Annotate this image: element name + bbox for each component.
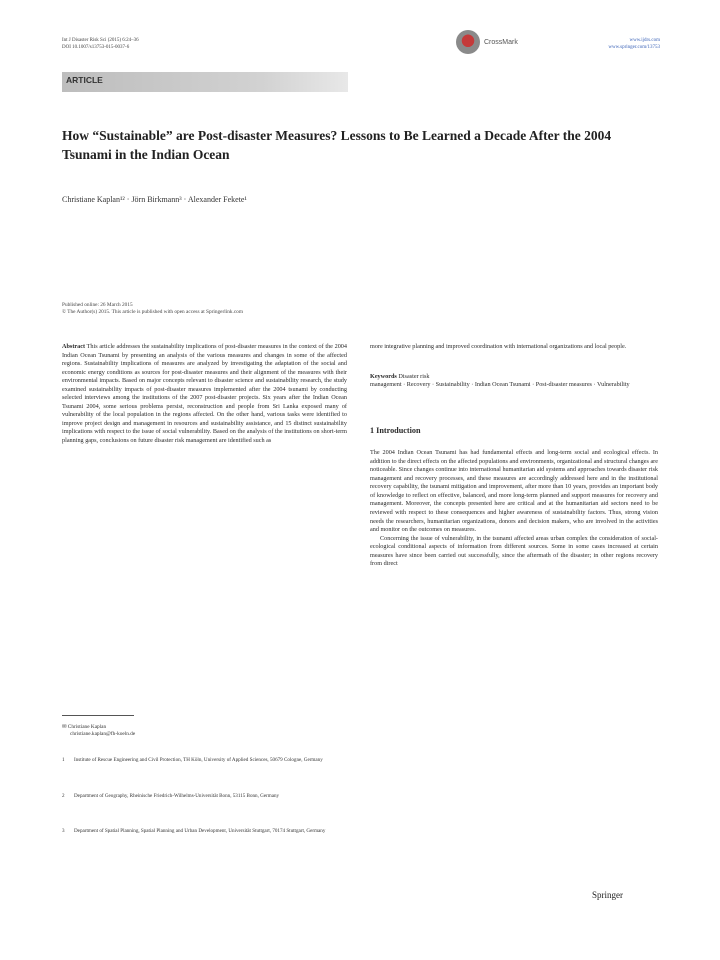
abstract-continuation: more integrative planning and improved coordination with international organizations and local people. [370,343,627,350]
keywords-heading [370,373,658,382]
journal-website-link[interactable]: www.ijdrs.com [629,38,660,43]
intro-paragraph-2: Concerning the issue of vulnerability, in the tsunami affected areas urban complex the consideration of social-ecological conditional aspects of information from different sources. Some in some cases increased at certain measures have since been carried out successfully, since the aftermath of the disaster; in other regions recovery from direct [370,534,658,568]
corresponding-author-name: Christiane Kaplan [67,724,107,730]
right-column [370,343,658,569]
journal-citation: Int J Disaster Risk Sci (2015) 6:24–36 [62,38,139,43]
affiliation-1 [62,757,342,764]
author-list: Christiane Kaplan¹² · Jörn Birkmann³ · Alexander Fekete¹ [62,195,247,204]
affiliation-2 [62,793,342,800]
section-heading-introduction: 1 Introduction [370,425,421,435]
crossmark-badge[interactable] [456,30,518,54]
affiliation-text: Department of Geography, Rheinische Friedrich-Wilhelms-Universität Bonn, 53115 Bonn, Germany [74,793,280,799]
affiliation-text: Institute of Rescue Engineering and Civil Protection, TH Köln, University of Applied Sciences, 50679 Cologne, Germany [74,757,323,763]
envelope-icon: ✉ [62,724,67,730]
footnote-divider [62,715,134,716]
keywords-first: Disaster risk [396,372,430,380]
abstract-text: This article addresses the sustainability implications of post-disaster measures in the context of the 2004 Indian Ocean Tsunami by presenting an analysis of the various measures and changes in some of the affected regions. Sustainability implications of measures are analyzed by investigating the adaptation of the social and economic energy conditions as sources for post-disaster measures and their alignment of the measures with their environmental impacts. Based on major concepts relevant to disaster science and sustainability research, the study examined sustainability impacts of post-disaster measures implemented after the 2004 tsunami by conducting selected interviews among the institutions of the 2007 post-disaster projects. Six years after the Indian Ocean Tsunami 2004, some serious problems persist, reconstruction and people from Sri Lanka exposed many of vulnerability of the local population in the regions affected. On the other hand, various tasks were identified to improve project design and management in resources and sustainability assistance, and 15 distinct sustainability implications with respect to the issue of social vulnerability. Based on the analysis of the institutions on short-term planning gaps, conclusions on future disaster risk management are identified such as [62,343,347,445]
abstract [62,343,347,446]
copyright-line: © The Author(s) 2015. This article is published with open access at Springerlink.com [62,309,243,315]
crossmark-label: CrossMark [484,38,518,46]
affiliation-number: 3 [62,828,65,834]
publication-dates [62,302,342,316]
crossmark-icon [456,30,480,54]
affiliation-number: 2 [62,793,65,799]
keywords-label: Keywords [370,372,397,380]
journal-links [560,38,660,51]
keywords-list: management · Recovery · Sustainability · Indian Ocean Tsunami · Post-disaster measures · Vulnerability [370,381,630,389]
article-type-bar [62,72,348,92]
left-column [62,343,347,446]
journal-doi: DOI 10.1007/s13753-015-0037-6 [62,44,130,50]
publisher-logo: Springer [592,890,623,900]
publisher-journal-link[interactable]: www.springer.com/13753 [608,44,660,50]
journal-info [62,38,262,51]
corresponding-author [62,724,342,738]
abstract-label: Abstract [62,343,86,350]
affiliation-3 [62,828,342,835]
corresponding-author-email[interactable]: christiane.kaplan@fh-koeln.de [70,731,136,737]
paper-title: How “Sustainable” are Post-disaster Measures? Lessons to Be Learned a Decade After the 2004 Tsunami in the Indian Ocean [62,128,612,162]
intro-paragraph-1: The 2004 Indian Ocean Tsunami has had fundamental effects and long-term social and ecological effects. In addition to the direct effects on the affected populations and environments, organizational and structural changes are noticeable. Since changes continue into international humanitarian aid systems and approaches towards disaster risk management and recovery processes, and these measures are accordingly addressed here and in the institutional recovery capability, the tsunami mitigation and improvement, after more than 10 years, provides an important body of knowledge to reflect on effective, balanced, and more long-term planned and support measures for recovery and management. Moreover, the concepts presented here are critical and at the humanitarian aid sectors need to be reviewed with respect to these consequences and higher awareness of sustainability factors. Thus, strong vision needs the researchers, humanitarian organizations, donors and decision makers, who are involved in the activities and monitor on the outcomes on measures. [370,449,658,534]
affiliation-number: 1 [62,757,65,763]
affiliation-text: Department of Spatial Planning, Spatial Planning and Urban Development, Universität Stuttgart, 70174 Stuttgart, Germany [74,828,326,834]
article-type-label: ARTICLE [66,75,103,85]
published-online: Published online: 26 March 2015 [62,302,133,308]
